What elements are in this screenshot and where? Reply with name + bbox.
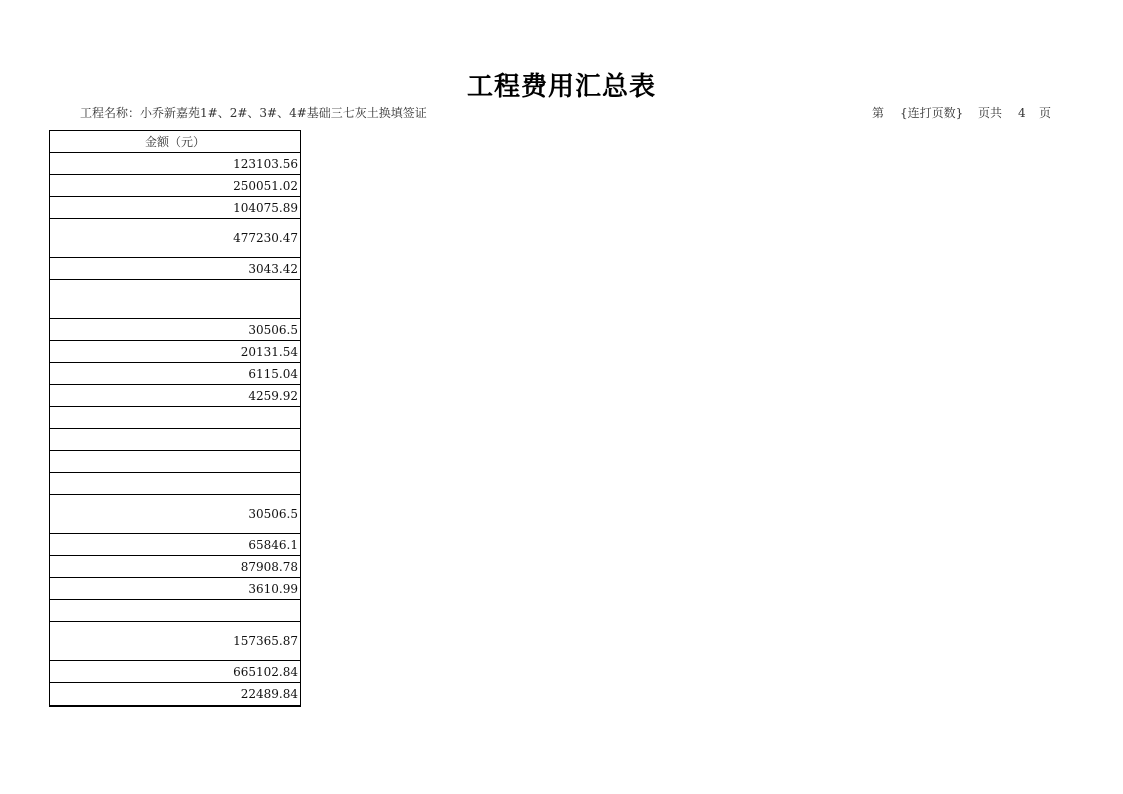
page-suffix: 页	[1039, 106, 1052, 120]
project-name: 工程名称：小乔新嘉苑1#、2#、3#、4#基础三七灰土换填签证	[80, 106, 427, 120]
table-row	[50, 429, 300, 451]
page-info	[872, 104, 1051, 121]
page-total: 4	[1018, 106, 1026, 120]
page-number: {连打页数}	[900, 106, 964, 120]
page-title: 工程费用汇总表	[466, 72, 656, 102]
table-row	[50, 280, 300, 319]
table-row	[50, 473, 300, 495]
table-row: 22489.84	[240, 687, 298, 701]
table-row: 477230.47	[50, 219, 300, 258]
table-row: 123103.56	[50, 153, 300, 175]
table-row: 30506.5	[50, 319, 300, 341]
table-row: 4259.92	[50, 385, 300, 407]
table-row: 65846.1	[50, 534, 300, 556]
amount-table	[49, 130, 301, 707]
table-row: 87908.78	[50, 556, 300, 578]
table-row: 20131.54	[50, 341, 300, 363]
page-prefix: 第	[872, 106, 885, 120]
table-row: 665102.84	[50, 661, 300, 683]
table-row: 30506.5	[50, 495, 300, 534]
table-row	[50, 600, 300, 622]
table-row: 157365.87	[50, 622, 300, 661]
table-row: 6115.04	[50, 363, 300, 385]
table-row: 250051.02	[50, 175, 300, 197]
column-header-amount: 金额（元）	[50, 131, 300, 153]
page-total-label: 页共	[978, 106, 1003, 120]
table-row: 3043.42	[50, 258, 300, 280]
table-row	[50, 407, 300, 429]
table-row: 3610.99	[50, 578, 300, 600]
table-row: 104075.89	[50, 197, 300, 219]
table-row	[50, 451, 300, 473]
